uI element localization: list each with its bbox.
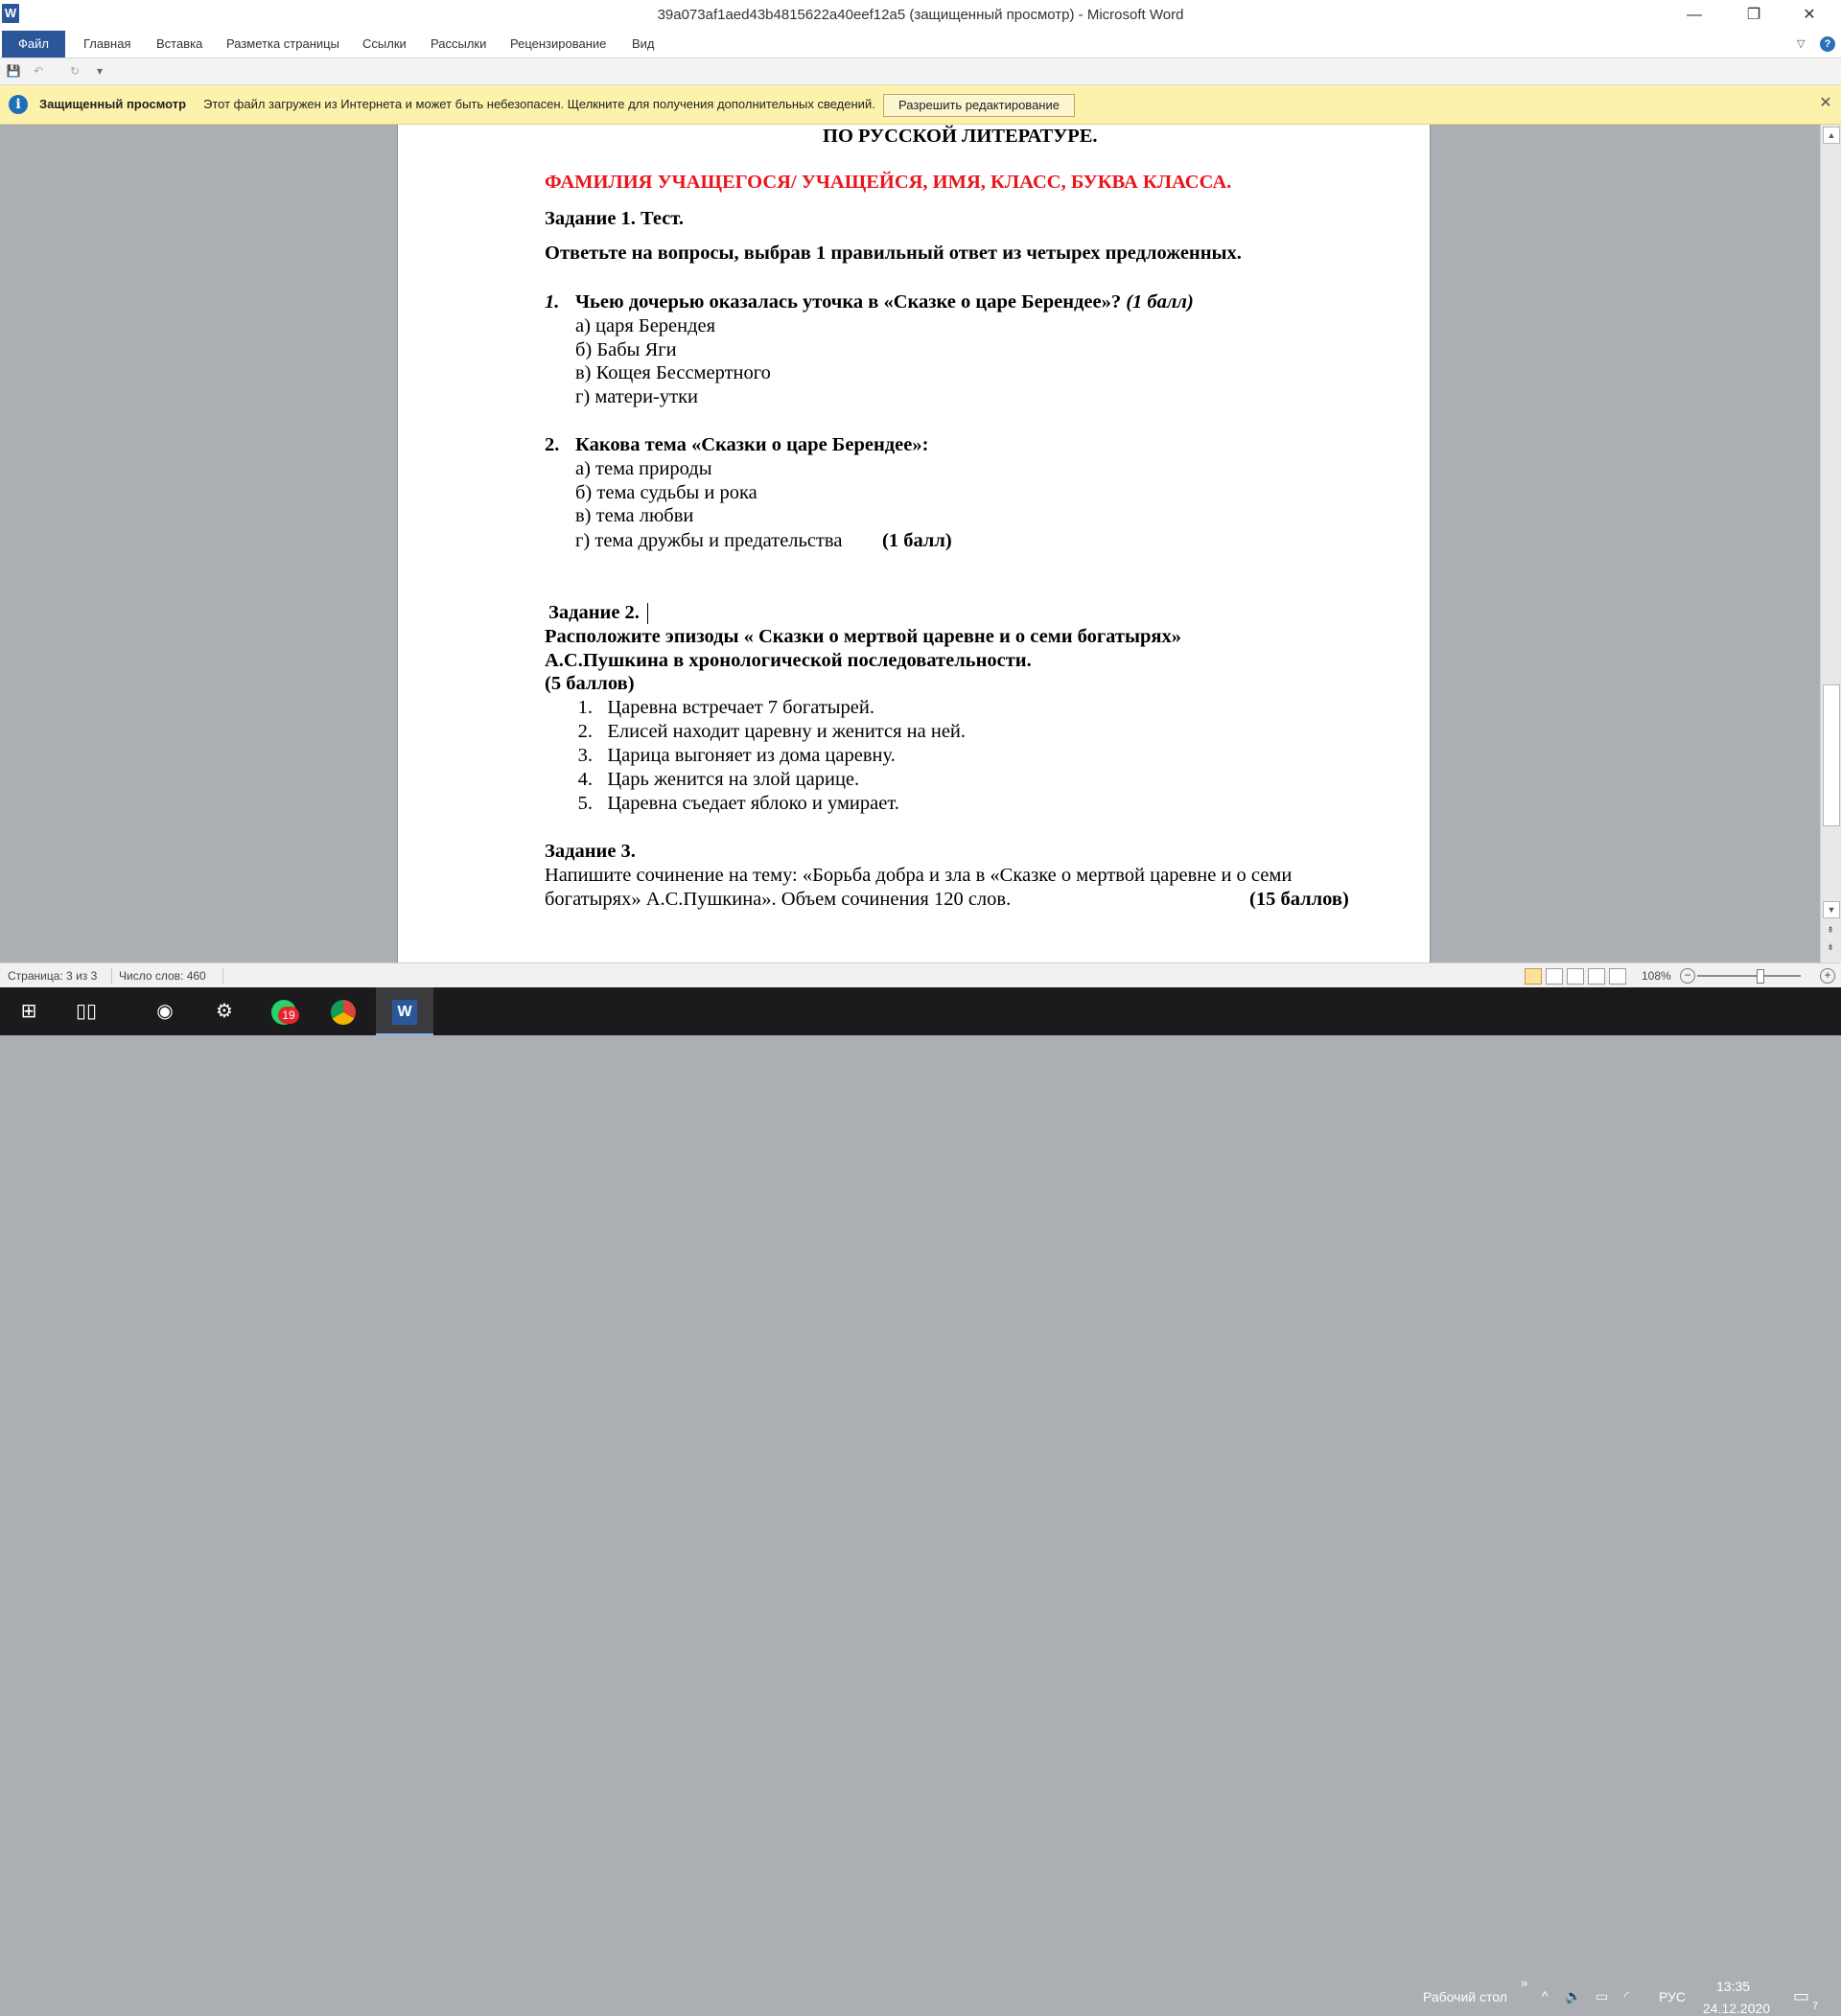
customize-qat-icon[interactable]: ▾	[96, 64, 104, 78]
q2-number: 2.	[545, 434, 560, 455]
close-bar-icon[interactable]: ✕	[1819, 95, 1832, 111]
protected-view-message[interactable]: Этот файл загружен из Интернета и может быть небезопасен. Щелкните для получения дополнительных сведений.	[203, 97, 875, 111]
taskbar	[0, 987, 1841, 2016]
heading-partial: ПО РУССКОЙ ЛИТЕРАТУРЕ.	[823, 126, 1098, 147]
zoom-slider-track[interactable]	[1697, 975, 1801, 977]
word-logo-icon[interactable]: W	[2, 4, 19, 23]
tab-home[interactable]: Главная	[83, 36, 131, 51]
word-taskbar-icon[interactable]: W	[376, 987, 433, 1035]
protected-view-bar	[0, 85, 1841, 125]
zoom-level[interactable]: 108%	[1642, 969, 1671, 983]
notifications-icon[interactable]: ▭	[1793, 1986, 1810, 2005]
list-item: 1. Царевна встречает 7 богатырей.	[577, 697, 875, 718]
task1-instruction: Ответьте на вопросы, выбрав 1 правильный ответ из четырех предложенных.	[545, 243, 1242, 264]
redo-icon[interactable]: ↻	[69, 64, 81, 78]
tab-file[interactable]: Файл	[2, 31, 65, 58]
undo-icon[interactable]: ↶	[33, 64, 44, 78]
task3-title: Задание 3.	[545, 841, 636, 862]
volume-icon[interactable]: 🔈	[1565, 1988, 1582, 2004]
clock-date[interactable]: 24.12.2020	[1703, 2001, 1771, 2016]
restore-button[interactable]: ❐	[1746, 7, 1761, 23]
start-button[interactable]: ⊞	[20, 1001, 37, 1022]
list-item: 5. Царевна съедает яблоко и умирает.	[577, 793, 899, 814]
print-layout-icon[interactable]	[1525, 968, 1542, 985]
outline-view-icon[interactable]	[1588, 968, 1605, 985]
zoom-slider-thumb[interactable]	[1757, 969, 1764, 984]
q1-option-b: б) Бабы Яги	[575, 339, 677, 360]
list-item: 4. Царь женится на злой царице.	[577, 769, 860, 790]
scroll-down-icon[interactable]: ▼	[1823, 901, 1840, 918]
task2-title: Задание 2.	[548, 602, 640, 623]
quick-access-toolbar	[0, 58, 1841, 85]
minimize-button[interactable]: —	[1687, 7, 1702, 23]
tray-overflow-icon[interactable]: ^	[1542, 1988, 1549, 2004]
next-page-icon[interactable]: ⇟	[1827, 942, 1834, 952]
scroll-up-icon[interactable]: ▲	[1823, 127, 1840, 144]
status-bar	[0, 962, 1841, 988]
title-bar	[0, 0, 1841, 31]
window-title: 39a073af1aed43b4815622a40eef12a5 (защищенный просмотр) - Microsoft Word	[657, 7, 1184, 23]
full-screen-reading-icon[interactable]	[1546, 968, 1563, 985]
battery-icon[interactable]: ▭	[1596, 1988, 1609, 2004]
page-counter[interactable]: Страница: 3 из 3	[8, 969, 98, 983]
zoom-out-button[interactable]: −	[1680, 968, 1695, 984]
q2-points: (1 балл)	[882, 530, 952, 551]
q2-question: Какова тема «Сказки о царе Берендее»:	[575, 434, 929, 455]
network-icon[interactable]: ◜	[1624, 1988, 1630, 2004]
task1-title: Задание 1. Тест.	[545, 208, 685, 229]
q2-option-b: б) тема судьбы и рока	[575, 482, 757, 503]
save-icon[interactable]: 💾	[6, 64, 21, 78]
protected-view-title: Защищенный просмотр	[39, 97, 187, 111]
chrome-icon[interactable]	[316, 987, 370, 1035]
q1-option-a: а) царя Берендея	[575, 315, 716, 336]
whatsapp-badge: 19	[278, 1007, 299, 1024]
task2-line2: А.С.Пушкина в хронологической последовательности.	[545, 650, 1032, 671]
clock-time[interactable]: 13:35	[1716, 1979, 1751, 1994]
tab-view[interactable]: Вид	[632, 36, 655, 51]
zoom-in-button[interactable]: +	[1820, 968, 1835, 984]
q2-option-d: г) тема дружбы и предательства	[575, 530, 843, 551]
student-line: ФАМИЛИЯ УЧАЩЕГОСЯ/ УЧАЩЕЙСЯ, ИМЯ, КЛАСС, БУКВА КЛАССА.	[545, 172, 1232, 193]
ribbon-tabs	[0, 31, 1841, 58]
notifications-count: 7	[1812, 2001, 1819, 2012]
close-window-button[interactable]: ✕	[1803, 7, 1816, 23]
tab-insert[interactable]: Вставка	[156, 36, 203, 51]
q1-option-d: г) матери-утки	[575, 386, 699, 407]
text-cursor	[647, 603, 648, 624]
task2-points: (5 баллов)	[545, 673, 635, 694]
minimize-ribbon-icon[interactable]: ▽	[1797, 38, 1806, 50]
task3-line2: богатырях» А.С.Пушкина». Объем сочинения 120 слов.	[545, 889, 1012, 910]
previous-page-icon[interactable]: ⇞	[1827, 925, 1834, 935]
settings-gear-icon[interactable]: ⚙	[216, 1001, 233, 1022]
q1-option-c: в) Кощея Бессмертного	[575, 362, 771, 383]
tab-mailings[interactable]: Рассылки	[431, 36, 487, 51]
task-view-icon[interactable]: ▯▯	[75, 1001, 97, 1022]
help-icon[interactable]: ?	[1820, 36, 1835, 52]
q1-question: Чьею дочерью оказалась уточка в «Сказке о царе Берендее»? (1 балл)	[575, 291, 1194, 313]
list-item: 2. Елисей находит царевну и женится на ней.	[577, 721, 967, 742]
web-layout-icon[interactable]	[1567, 968, 1584, 985]
desktop-toolbar-label[interactable]: Рабочий стол	[1423, 1989, 1507, 2004]
q1-number: 1.	[545, 291, 560, 313]
q2-option-c: в) тема любви	[575, 505, 694, 526]
word-count[interactable]: Число слов: 460	[119, 969, 206, 983]
tab-page-layout[interactable]: Разметка страницы	[226, 36, 339, 51]
list-item: 3. Царица выгоняет из дома царевну.	[577, 745, 896, 766]
task3-line1: Напишите сочинение на тему: «Борьба добра и зла в «Сказке о мертвой царевне и о семи	[545, 865, 1293, 886]
info-icon: i	[9, 95, 28, 114]
language-indicator[interactable]: РУС	[1659, 1989, 1687, 2004]
q2-option-a: а) тема природы	[575, 458, 712, 479]
scroll-thumb[interactable]	[1823, 684, 1840, 826]
draft-view-icon[interactable]	[1609, 968, 1626, 985]
task2-line1: Расположите эпизоды « Сказки о мертвой царевне и о семи богатырях»	[545, 626, 1181, 647]
enable-editing-button[interactable]: Разрешить редактирование	[883, 94, 1075, 117]
tab-references[interactable]: Ссылки	[362, 36, 407, 51]
vertical-scrollbar[interactable]	[1820, 125, 1841, 962]
toolbar-chevron-icon[interactable]: »	[1521, 1976, 1528, 1990]
tab-review[interactable]: Рецензирование	[510, 36, 607, 51]
task3-points: (15 баллов)	[1249, 889, 1349, 910]
camera-icon[interactable]: ◉	[156, 1001, 174, 1022]
